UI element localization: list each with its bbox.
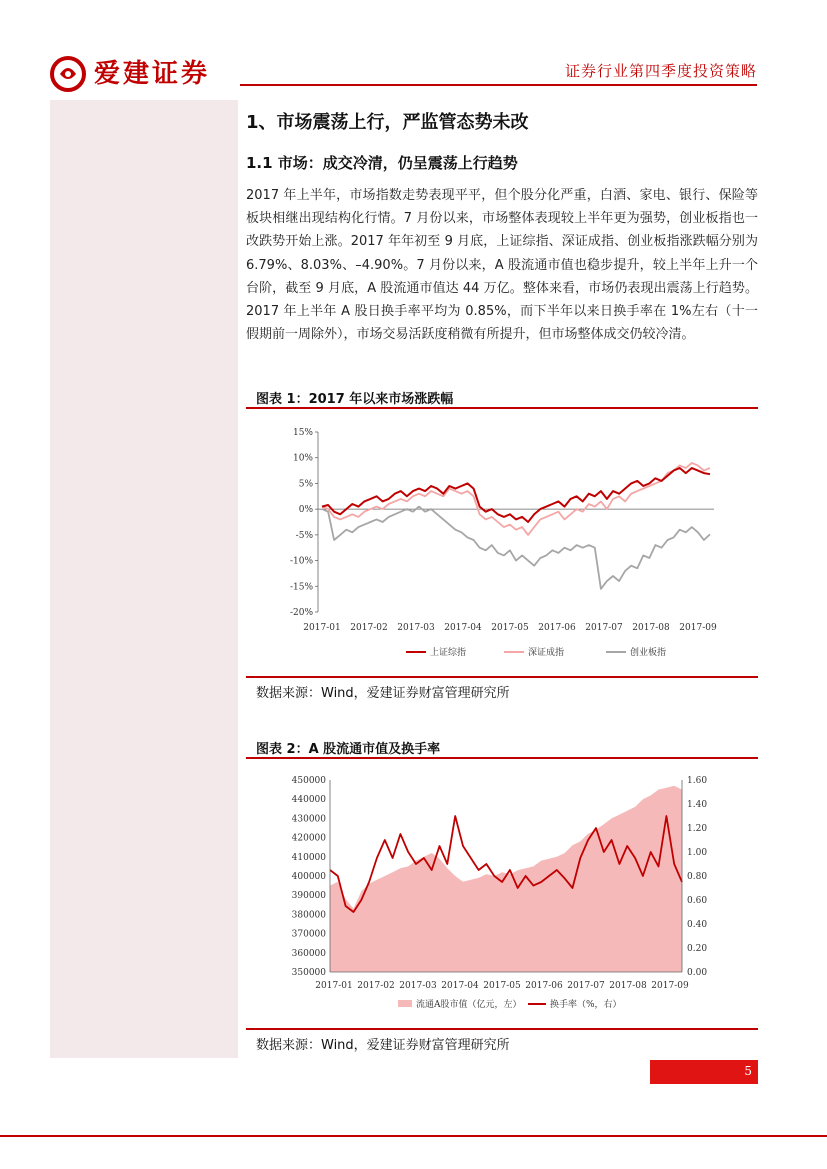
left-tick-label: 450000	[291, 776, 326, 786]
left-tick-label: 440000	[291, 795, 326, 806]
left-tick-label: 360000	[291, 948, 326, 959]
body-paragraph: 2017 年上半年，市场指数走势表现平平，但个股分化严重，白酒、家电、银行、保险等板块相继出现结构化行情。7 月份以来，市场整体表现较上半年更为强势，创业板指也一改跌势开始上涨。2017 年年初至 9 月底，上证综指、深证成指、创业板指涨跌幅分别为 6.79%、8.03%、–4.90%。7 月份以来，A 股流通市值也稳步提升，较上半年上升一个台阶，截至 9 月底，A 股流通市值达 44 万亿。整体来看，市场仍表现出震荡上行趋势。2017 年上半年 A 股日换手率平均为 0.85%，而下半年以来日换手率在 1%左右（十一假期前一周除外），市场交易活跃度稍微有所提升，但市场整体成交仍较冷清。	[246, 188, 758, 343]
footer-divider	[0, 1135, 827, 1137]
y-tick-label: -20%	[289, 608, 313, 618]
x-tick-label: 2017-05	[483, 981, 521, 991]
right-tick-label: 0.40	[687, 920, 708, 930]
header-divider	[240, 84, 757, 86]
brand-name: 爱建证券	[94, 59, 211, 89]
figure2-top-rule	[246, 757, 758, 759]
figure1-bottom-rule	[246, 676, 758, 678]
x-tick-label: 2017-04	[441, 981, 479, 991]
right-tick-label: 0.00	[687, 968, 708, 978]
series-line-1	[322, 468, 710, 522]
left-tick-label: 400000	[291, 872, 326, 882]
x-tick-label: 2017-07	[567, 981, 605, 991]
x-tick-label: 2017-08	[609, 981, 647, 991]
brand-logo-icon	[50, 56, 86, 92]
figure2-area-line-chart	[246, 762, 758, 1024]
y-tick-label: 10%	[292, 453, 313, 464]
right-tick-label: 0.60	[687, 896, 708, 906]
x-tick-label: 2017-04	[444, 623, 482, 633]
x-tick-label: 2017-03	[399, 981, 437, 991]
page-number: 5	[744, 1064, 752, 1078]
right-tick-label: 0.20	[687, 944, 708, 954]
y-tick-label: 0%	[298, 505, 313, 516]
right-tick-label: 1.60	[687, 776, 708, 786]
figure2-title: 图表 2：A 股流通市值及换手率	[256, 742, 441, 757]
page-number-box	[650, 1060, 758, 1084]
y-tick-label: -10%	[289, 556, 313, 567]
legend-label: 换手率（%，右）	[550, 1000, 622, 1010]
left-tick-label: 420000	[291, 833, 326, 844]
x-tick-label: 2017-01	[315, 981, 353, 991]
legend-label: 深证成指	[528, 648, 565, 658]
legend-label: 流通A股市值（亿元，左）	[416, 1000, 522, 1010]
y-tick-label: 15%	[292, 428, 313, 438]
right-tick-label: 1.00	[687, 848, 708, 858]
y-tick-label: -5%	[295, 530, 313, 541]
x-tick-label: 2017-02	[357, 981, 395, 991]
left-tick-label: 390000	[291, 891, 326, 902]
sidebar-panel	[50, 100, 238, 1058]
x-tick-label: 2017-02	[350, 623, 388, 633]
x-tick-label: 2017-05	[491, 623, 529, 633]
figure1-top-rule	[246, 407, 758, 409]
figure1-title: 图表 1：2017 年以来市场涨跌幅	[256, 392, 454, 407]
left-tick-label: 350000	[291, 968, 326, 978]
y-tick-label: -15%	[289, 582, 313, 593]
x-tick-label: 2017-01	[303, 623, 341, 633]
figure2-bottom-rule	[246, 1028, 758, 1030]
area-series-market-cap	[330, 786, 682, 972]
figure2-source: 数据来源：Wind，爱建证券财富管理研究所	[256, 1038, 510, 1053]
left-tick-label: 430000	[291, 814, 326, 825]
left-tick-label: 370000	[291, 929, 326, 940]
legend-label: 上证综指	[430, 648, 467, 658]
right-tick-label: 1.20	[687, 824, 708, 834]
x-tick-label: 2017-06	[538, 623, 576, 633]
x-tick-label: 2017-09	[651, 981, 689, 991]
figure1-line-chart	[246, 412, 758, 674]
legend-label: 创业板指	[630, 648, 667, 658]
legend-swatch-area	[398, 1000, 412, 1007]
y-tick-label: 5%	[298, 479, 313, 490]
report-title: 证券行业第四季度投资策略	[564, 62, 757, 80]
x-tick-label: 2017-09	[679, 623, 717, 633]
x-tick-label: 2017-03	[397, 623, 435, 633]
subsection-heading: 1.1 市场：成交冷清，仍呈震荡上行趋势	[246, 154, 518, 172]
left-tick-label: 380000	[291, 910, 326, 921]
x-tick-label: 2017-06	[525, 981, 563, 991]
left-tick-label: 410000	[291, 852, 326, 863]
figure1-source: 数据来源：Wind，爱建证券财富管理研究所	[256, 686, 510, 701]
x-tick-label: 2017-08	[632, 623, 670, 633]
right-tick-label: 0.80	[687, 872, 708, 882]
right-tick-label: 1.40	[687, 800, 708, 810]
section-heading: 1、市场震荡上行，严监管态势未改	[246, 112, 529, 133]
x-tick-label: 2017-07	[585, 623, 623, 633]
